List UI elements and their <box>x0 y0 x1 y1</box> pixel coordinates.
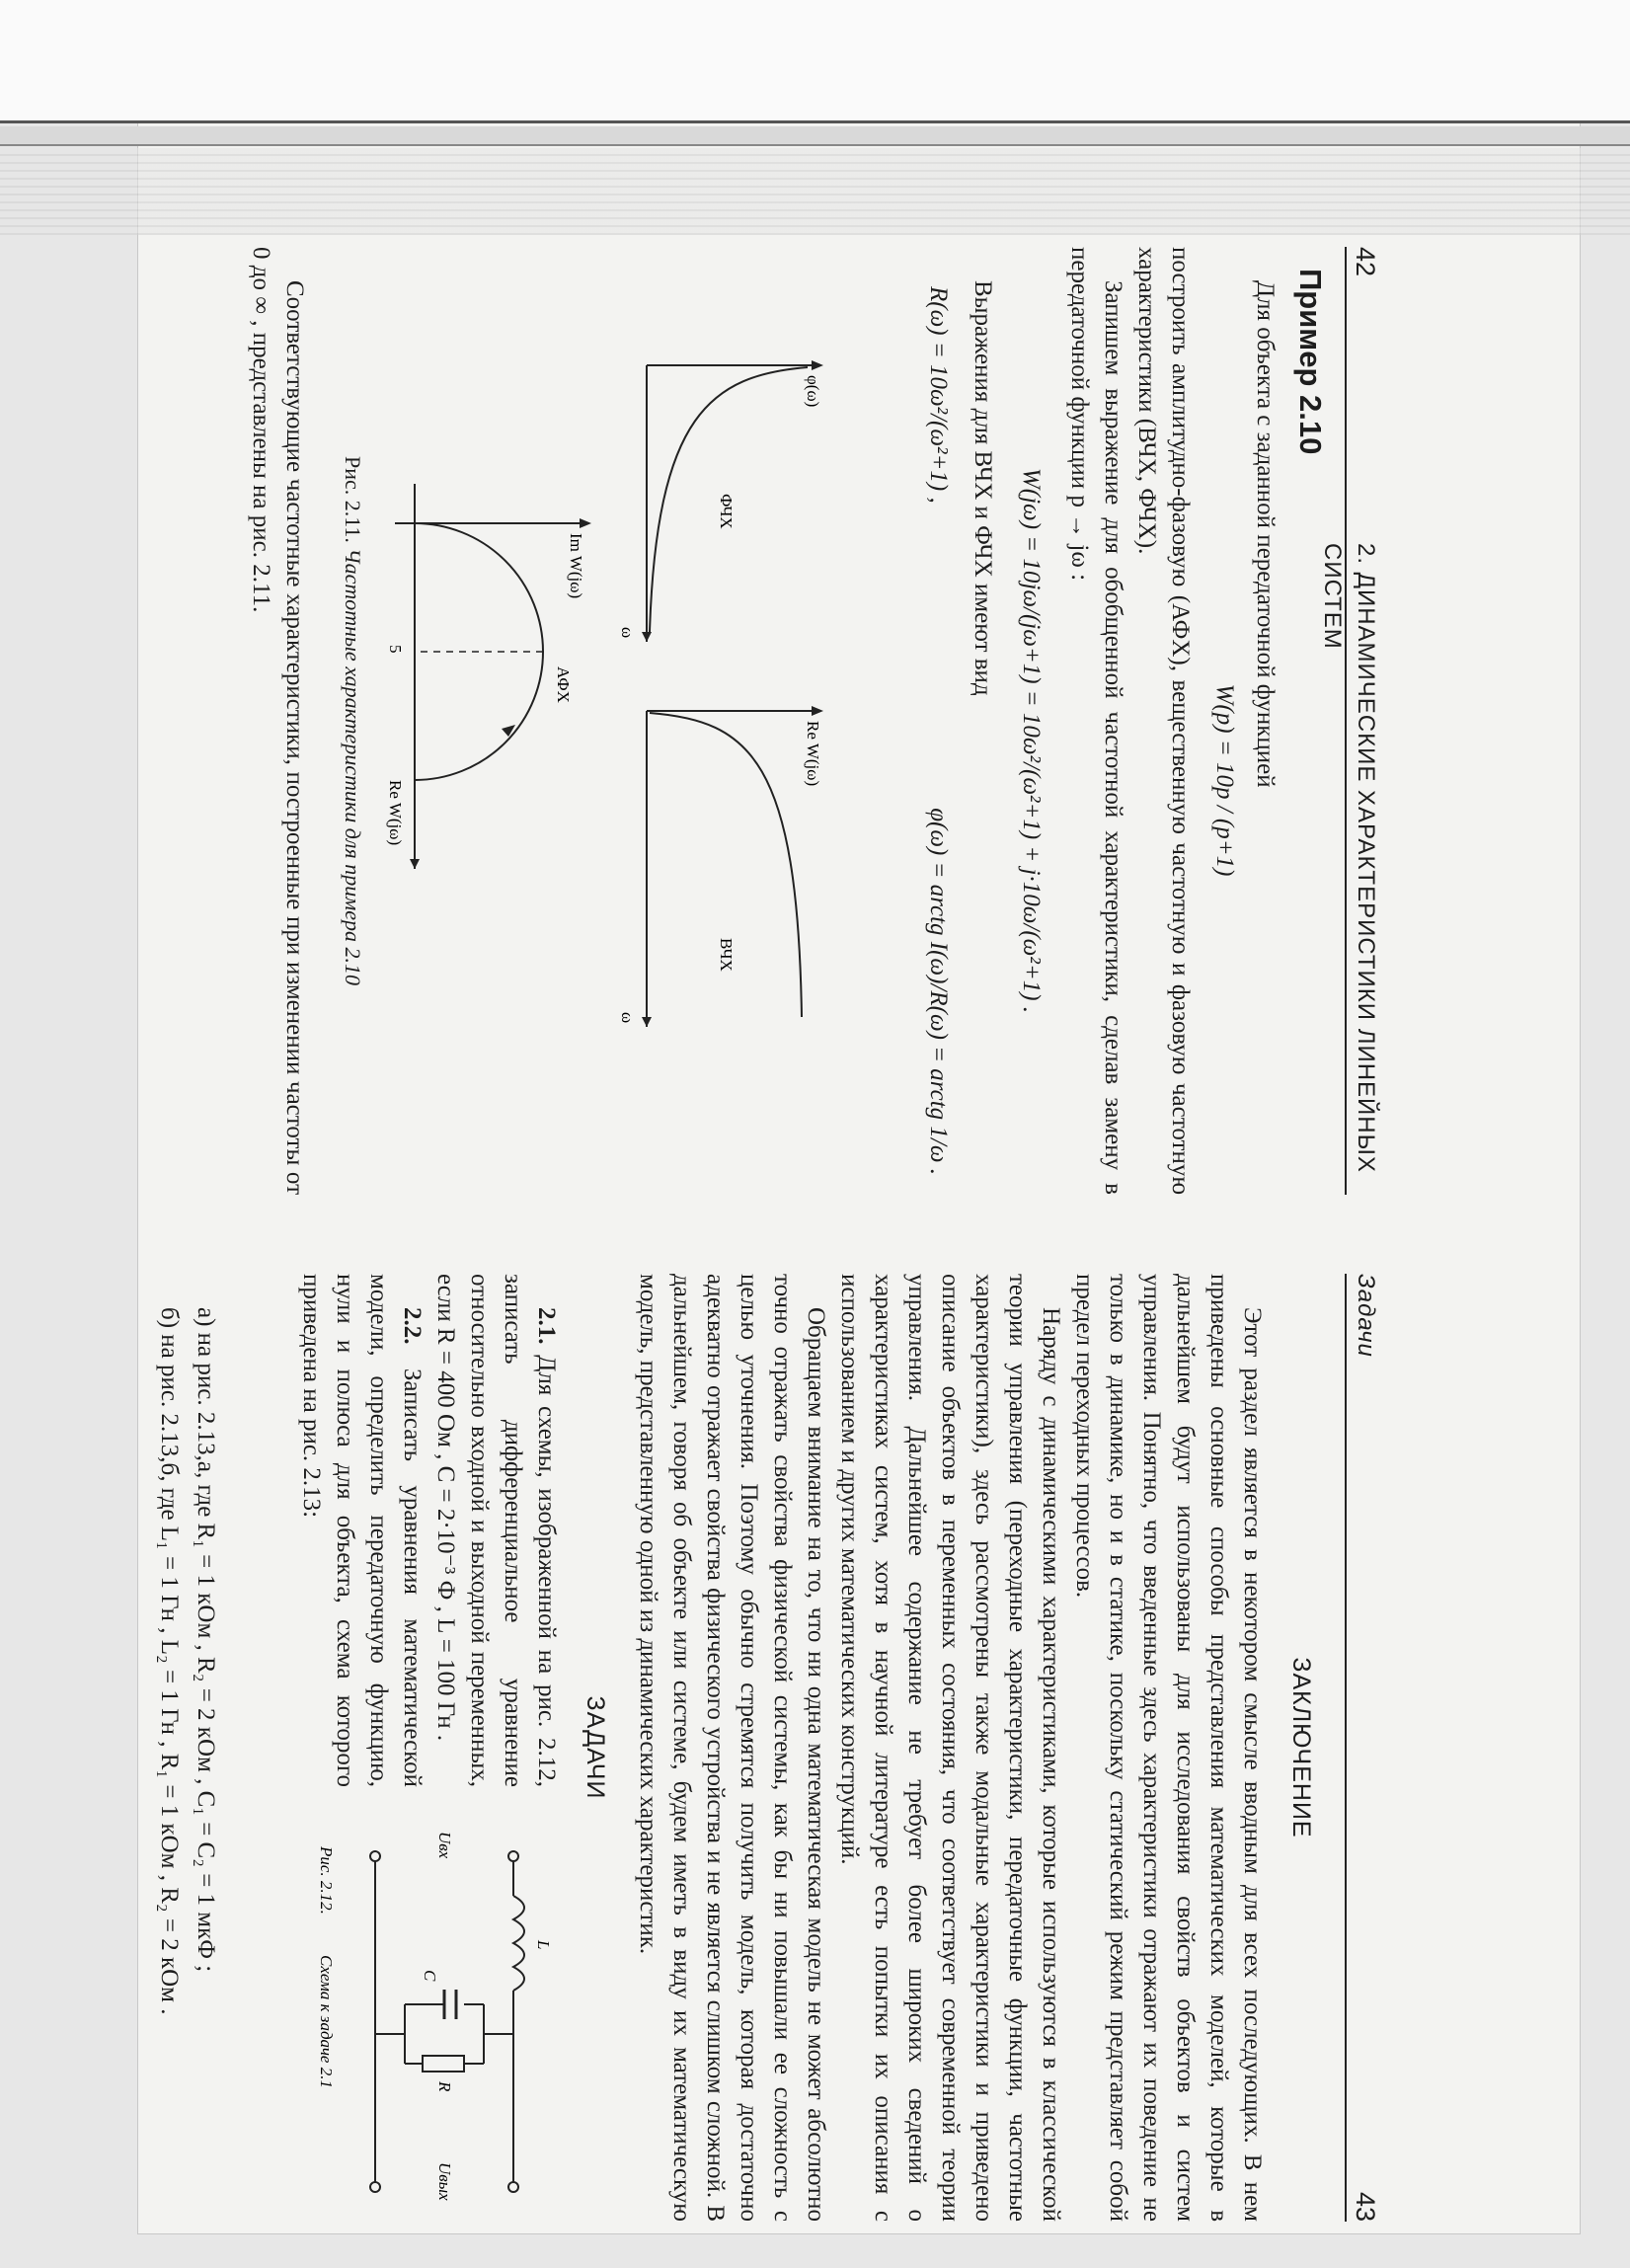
left-header <box>1319 247 1382 1195</box>
caption-number: Рис. 2.11. <box>341 455 365 543</box>
formula-R: R(ω) = 10ω²/(ω²+1) , <box>925 286 952 504</box>
circuit-caption-text: Схема к задаче 2.1 <box>317 1955 336 2088</box>
omega-label: ω <box>618 1012 637 1024</box>
formula-phi: φ(ω) = arctg I(ω)/R(ω) = arctg 1/ω . <box>925 808 952 1175</box>
formula-W: W(p) = 10p / (p+1) <box>1211 683 1238 877</box>
arrow-icon <box>812 360 823 370</box>
terminal <box>370 1851 380 1861</box>
terminal <box>370 2182 380 2192</box>
task-2-2-a: а) на рис. 2.13,а, где R₁ = 1 кОм , R₂ = 2 кОм , C₁ = C₂ = 1 мкФ ; <box>193 1307 219 1973</box>
page-number: 43 <box>1351 2191 1380 2222</box>
resistor <box>423 2056 464 2072</box>
figure-2-11 <box>385 346 829 1056</box>
task-number: 2.1. <box>533 1307 560 1345</box>
task-text: Для схемы, изображенной на рис. 2.12, записать дифференциальное уравнение относительно входной и выходной переменных, если R = 400 Ом , C = 2·10⁻³ Ф , L = 100 Гн . <box>432 1274 560 1788</box>
expressions-intro: Выражения для ВЧХ и ФЧХ имеют вид <box>970 280 996 696</box>
task-text: Записать уравнения математической модели, определить передаточную функцию, нули и полюса для объекта, схема которого приведена на рис. 2.13: <box>298 1274 426 1787</box>
conclusion-paragraph: Этот раздел является в некотором смысле вводным для всех последующих. В нем приведены основные способы представления математических моделей, которые в дальнейшем будут использованы для исследования свойств объектов и систем управления. Понятно, что введенные здесь характеристики отражают их поведение не только в динамике, но и в статике, поскольку статический режим представляет собой предел переходных процессов. <box>1071 1274 1266 2222</box>
arrow-icon <box>642 1017 652 1027</box>
book-spread <box>20 247 1382 2222</box>
conclusion-title: ЗАКЛЮЧЕНИЕ <box>1287 1657 1315 1838</box>
task-text: построить амплитудно-фазовую (АФХ), вещественную частотную и фазовую частотную характеристики (ВЧХ, ФЧХ). <box>1133 247 1194 1195</box>
input-voltage-label: Uвх <box>435 1832 454 1859</box>
resistor-label: R <box>435 2081 454 2092</box>
afc-plot <box>386 484 591 869</box>
tick-five: 5 <box>386 645 405 654</box>
substitution-text: Запишем выражение для обобщенной частотной характеристики, сделав замену в передаточной функции p → jω : <box>1066 247 1126 1195</box>
inductor-label: L <box>534 1940 553 1950</box>
closing-text: Соответствующие частотные характеристики, построенные при изменении частоты от 0 до ∞ , представлены на рис. 2.11. <box>248 247 308 1195</box>
figure-2-12-circuit <box>257 1827 573 2222</box>
task-number: 2.2. <box>399 1307 426 1345</box>
right-page <box>20 1274 1382 2222</box>
terminal <box>508 1851 518 1861</box>
page-number: 42 <box>1351 247 1380 277</box>
re-axis-label: Re W(jω) <box>386 780 405 846</box>
omega-label: ω <box>618 627 637 639</box>
intro-text: Для объекта с заданной передаточной функцией <box>1252 280 1279 788</box>
real-plot <box>618 706 823 1027</box>
right-header <box>1345 1274 1382 2222</box>
running-head: Задачи <box>1353 1274 1379 1358</box>
output-voltage-label: Uвых <box>435 2162 454 2201</box>
arrow-icon <box>410 859 420 869</box>
circuit-caption-number: Рис. 2.12. <box>317 1846 336 1915</box>
terminal <box>508 2182 518 2192</box>
real-label: Re W(jω) <box>804 721 822 787</box>
afc-chart-label: АФХ <box>554 666 573 703</box>
conclusion-paragraph: Обращаем внимание на то, что ни одна математическая модель не может абсолютно точно отражать свойства физической системы, как бы ни повышали ее сложность с целью уточнения. Поэтому обычно стремятся получить модель, которая достаточно адекватно отражает свойства физического устройства и не является слишком сложной. В дальнейшем, говоря об объекте или системе, будем иметь в виду их математическую модель, представленную одной из динамических характеристик. <box>635 1274 829 2222</box>
caption-text: Частотные характеристики для примера 2.10 <box>341 548 365 986</box>
real-chart-label: ВЧХ <box>717 938 736 972</box>
task-2-1 <box>428 1274 563 1787</box>
left-page <box>20 247 1382 1195</box>
tasks-title: ЗАДАЧИ <box>582 1695 609 1800</box>
example-title: Пример 2.10 <box>1293 269 1328 455</box>
arrow-icon <box>642 632 652 642</box>
page-edge-shadow <box>0 148 1630 235</box>
task-2-2 <box>294 1274 428 1787</box>
arrow-icon <box>580 518 591 528</box>
page-edge <box>0 0 1630 123</box>
phase-plot <box>618 360 823 642</box>
arrow-icon <box>812 706 823 716</box>
formula-Wjw: W(jω) = 10jω/(jω+1) = 10ω²/(ω²+1) + j·10ω/(ω²+1) . <box>1018 467 1045 1014</box>
phi-label: φ(ω) <box>804 375 822 408</box>
running-head: 2. ДИНАМИЧЕСКИЕ ХАРАКТЕРИСТИКИ ЛИНЕЙНЫХ СИСТЕМ <box>1319 543 1379 1173</box>
capacitor-label: C <box>421 1970 439 1982</box>
im-label: Im W(jω) <box>567 533 585 599</box>
phase-chart-label: ФЧХ <box>717 494 736 529</box>
task-2-2-b: б) на рис. 2.13,б, где L₁ = 1 Гн , L₂ = 1 Гн , R₁ = 1 кОм , R₂ = 2 кОм . <box>156 1307 183 2015</box>
inductor <box>513 1896 524 1991</box>
figure-caption <box>340 247 365 1195</box>
page-edge <box>0 126 1630 146</box>
conclusion-paragraph: Наряду с динамическими характеристиками, которые используются в классической теории управления (переходные характеристики, передаточные функции, частотные характеристики), здесь рассмотрены также модальные характеристики и приведено описание объектов в переменных состояния, что соответствует современной теории управления. Дальнейшее содержание не требует более широких сведений о характеристиках систем, хотя в научной литературе есть попытки их описания с использованием и других математических конструкций. <box>836 1274 1064 2222</box>
